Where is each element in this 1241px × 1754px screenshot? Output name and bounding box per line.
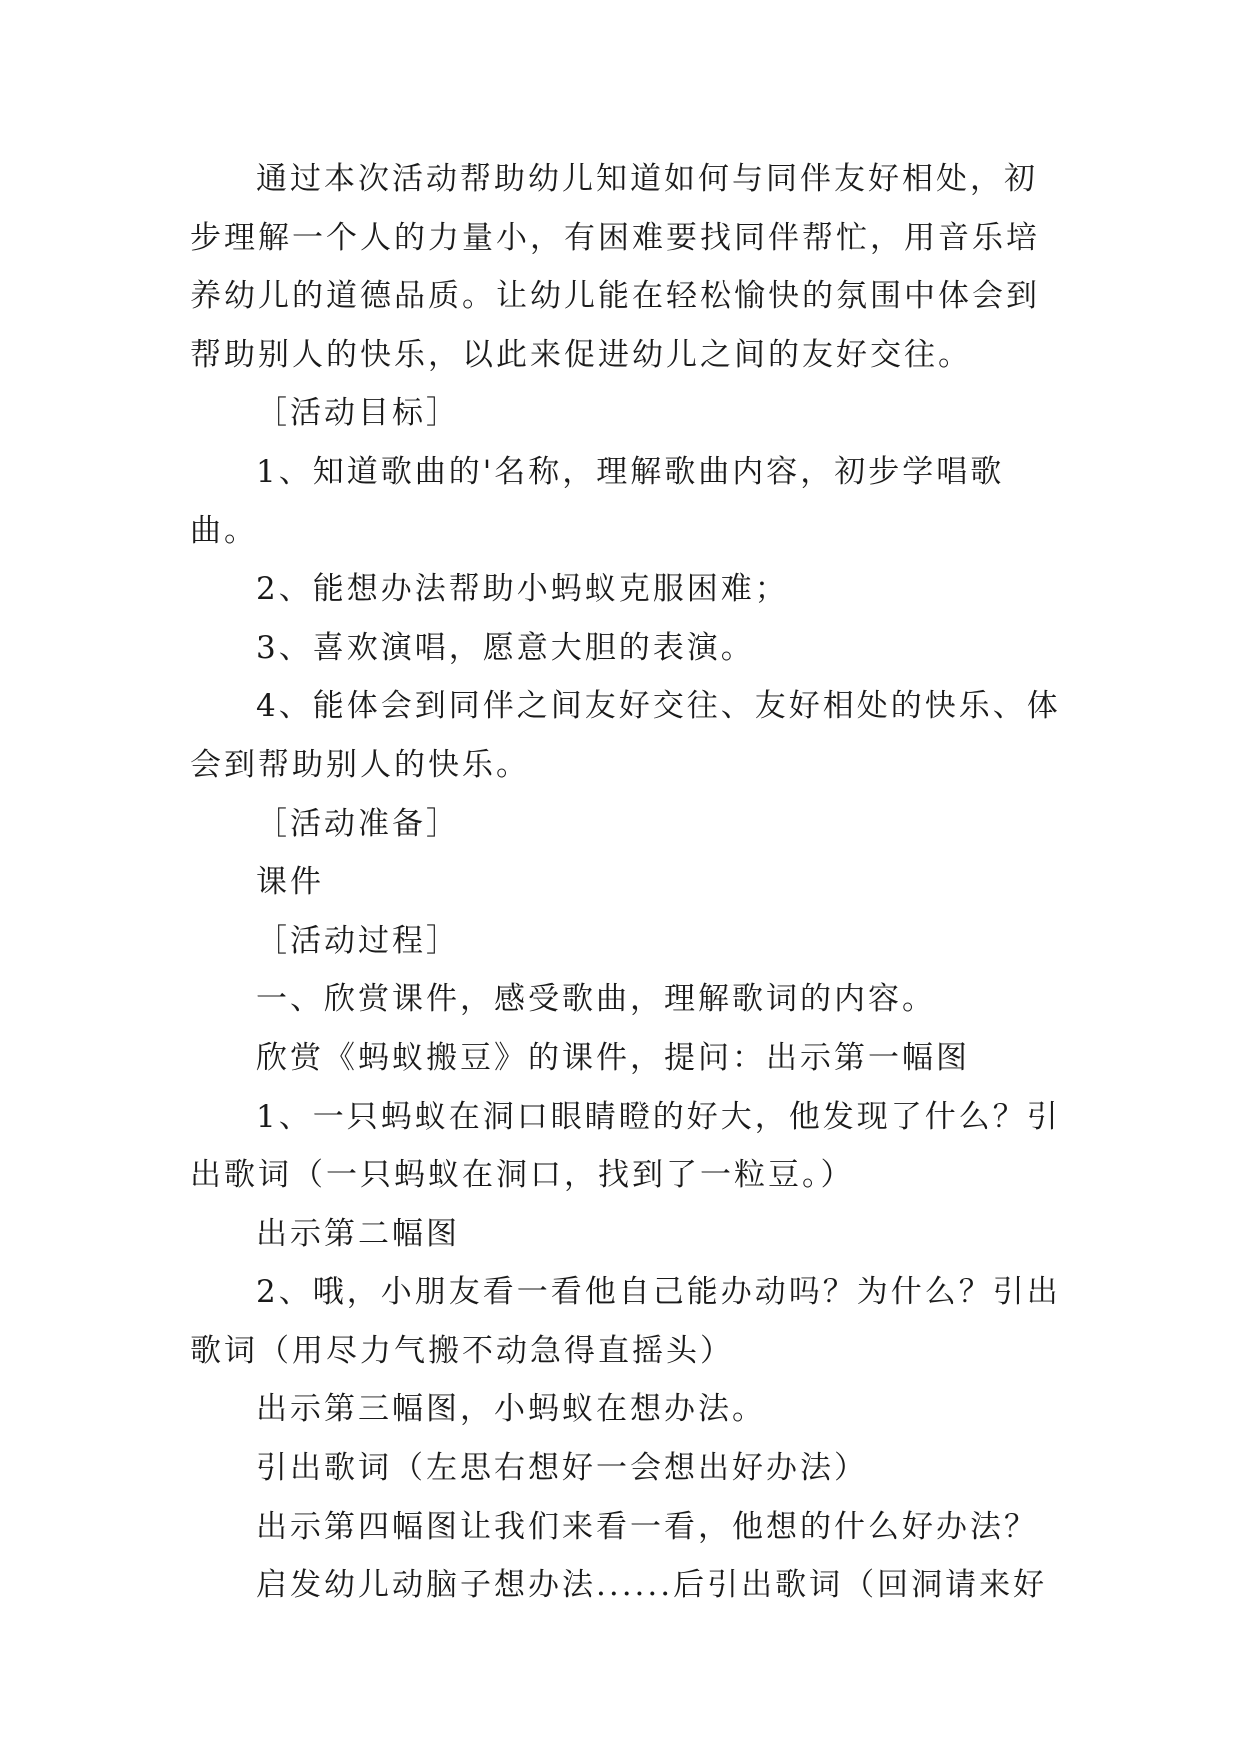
goal-item-3: 3、喜欢演唱，愿意大胆的表演。 bbox=[256, 629, 755, 666]
section-heading-process: ［活动过程］ bbox=[256, 922, 460, 959]
section-heading-goals: ［活动目标］ bbox=[256, 395, 460, 432]
document-page bbox=[190, 150, 1070, 1615]
process-paragraph: 启发幼儿动脑子想办法......后引出歌词（回洞请来好 bbox=[256, 1567, 1048, 1604]
process-paragraph: 2、哦，小朋友看一看他自己能办动吗？为什么？引出歌词（用尽力气搬不动急得直摇头） bbox=[190, 1274, 1061, 1369]
process-paragraph: 1、一只蚂蚁在洞口眼睛瞪的好大，他发现了什么？引出歌词（一只蚂蚁在洞口，找到了一粒豆。） bbox=[190, 1098, 1061, 1194]
goal-item-4: 4、能体会到同伴之间友好交往、友好相处的快乐、体会到帮助别人的快乐。 bbox=[190, 688, 1061, 783]
process-paragraph: 出示第三幅图，小蚂蚁在想办法。 bbox=[256, 1391, 766, 1428]
process-paragraph: 出示第二幅图 bbox=[256, 1215, 460, 1252]
section-heading-preparation: ［活动准备］ bbox=[256, 805, 460, 842]
process-paragraph: 出示第四幅图让我们来看一看，他想的什么好办法？ bbox=[256, 1508, 1038, 1545]
goal-item-2: 2、能想办法帮助小蚂蚁克服困难； bbox=[256, 571, 789, 608]
process-paragraph: 欣赏《蚂蚁搬豆》的课件，提问：出示第一幅图 bbox=[256, 1039, 970, 1076]
intro-paragraph: 通过本次活动帮助幼儿知道如何与同伴友好相处，初步理解一个人的力量小，有困难要找同伴帮忙，用音乐培养幼儿的道德品质。让幼儿能在轻松愉快的氛围中体会到帮助别人的快乐，以此来促进幼儿之间的友好交往。 bbox=[190, 161, 1040, 373]
goal-item-1: 1、知道歌曲的'名称，理解歌曲内容，初步学唱歌曲。 bbox=[190, 453, 1005, 549]
process-step-1: 一、欣赏课件，感受歌曲，理解歌词的内容。 bbox=[256, 981, 936, 1018]
preparation-text: 课件 bbox=[256, 864, 324, 901]
process-paragraph: 引出歌词（左思右想好一会想出好办法） bbox=[256, 1450, 868, 1487]
